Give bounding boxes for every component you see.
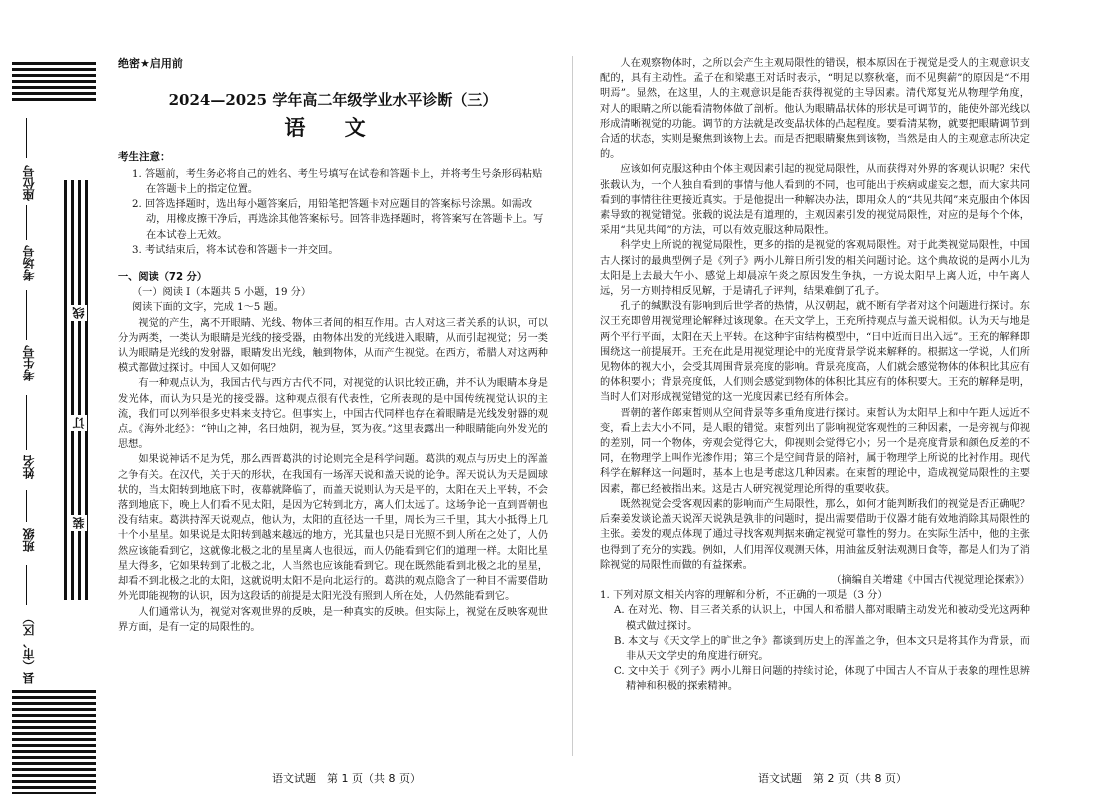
passage-paragraph: 视觉的产生，离不开眼睛、光线、物体三者间的相互作用。古人对这三者关系的认识，可以分为两类，一类认为眼睛是光线的接受器，由物体出发的光线进入眼睛，从而引起视觉；另一类认为眼睛是光线的发射器，眼睛发出光线，触到物体，从而产生视觉。在西方，希腊人对这两种模式都做过探讨。中国人又如何呢？ <box>118 317 548 375</box>
class-label: 班级 <box>22 528 36 552</box>
subject-title: 语 文 <box>284 115 382 141</box>
name-line <box>26 395 27 450</box>
passage-paragraph: 既然视觉会受客观因素的影响而产生局限性，那么，如何才能判断我们的视觉是否正确呢？后秦姜发谈论盖天说浑天说孰是孰非的问题时，提出需要借助于仪器才能有效地消除其局限性的主张。姜发的观点体现了通过寻找客观判据来确定视觉可靠性的努力。在实际生活中，他的主张也得到了充分的实践。例如，人们用浑仪观测天体，用油盆反射法观测日食等，都是人们为了消除视觉的局限性而做的有益探索。 <box>600 498 1030 571</box>
binding-stripe-bottom <box>12 690 96 794</box>
option-c: C. 文中关于《列子》两小儿辩日问题的持续讨论，体现了中国古人不盲从于表象的理性思辨精神和积极的探索精神。 <box>614 666 1030 693</box>
notice-heading: 考生注意： <box>118 150 171 163</box>
notice-item: 1. 答题前，考生务必将自己的姓名、考生号填写在试卷和答题卡上，并将考生号条形码粘贴在答题卡上的指定位置。 <box>132 168 543 196</box>
page-1 <box>118 56 548 635</box>
passage-paragraph: 孔子的缄默没有影响到后世学者的热情，从汉朝起，就不断有学者对这个问题进行探讨。东汉王充即曾用视觉理论解释过该现象。在天文学上，王充所持观点与盖天说相似。认为天与地是两个平行平面，太阳在天上平转。在这种宇宙结构模型中，“日中近而日出入远”。王充的解释即围绕这一前提展开。王充在此是用视觉理论中的光度背景学说来解释的。根据这一学说，人们所见物体的视大小，会受其周围背景亮度的影响。背景亮度高，人们就会感觉物体的体积比其应有的体积要小；背景亮度低，人们则会感觉到物体的体积比其应有的体积要大。王充的解释是明，当时人们对形成视觉错觉的这一光度因素已经有所体会。 <box>600 301 1030 404</box>
source-citation: （摘编自关增建《中国古代视觉理论探索》） <box>831 574 1030 586</box>
confidential-mark: 绝密★启用前 <box>118 57 183 70</box>
notice-item: 2. 回答选择题时，选出每小题答案后，用铅笔把答题卡对应题目的答案标号涂黑。如需改动，用橡皮擦干净后，再选涂其他答案标号。回答非选择题时，将答案写在答题卡上。写在本试卷上无效。 <box>132 199 544 241</box>
student-number-label: 考生号 <box>22 345 36 381</box>
notice-item: 3. 考试结束后，将本试卷和答题卡一并交回。 <box>132 244 339 256</box>
seat-number-label: 座位号 <box>22 165 36 201</box>
staple-mark: 订 <box>72 417 86 429</box>
exam-room-line <box>26 205 27 240</box>
bind-mark: 装 <box>72 517 86 529</box>
passage-paragraph: 人在观察物体时，之所以会产生主观局限性的错误，根本原因在于视觉是受人的主观意识支配的，具有主动性。孟子在和梁惠王对话时表示，“明足以察秋毫，而不见舆薪”的原因是“不用明焉”。显然，在这里，人的主观意识是能否获得视觉的主导因素。清代郑复光从物理学角度，对人的眼睛之所以能看清物体做了剖析。他认为眼睛晶状体的形状是可调节的，能使外部光线以形成清晰视觉的功能。调节的方法就是改变晶状体的凸起程度。要看清某物，就要把眼睛调节到合适的状态，实则是聚焦到该物上去。而是否把眼睛聚焦到该物，当然是由人的主观意志所决定的。 <box>600 58 1030 161</box>
passage-paragraph: 有一种观点认为，我国古代与西方古代不同，对视觉的认识比较正确，并不认为眼睛本身是发光体，而认为只是光的接受器。这种观点很有代表性，它所表现的是中国传统视觉认识的主流，我们可以列举很多史料来支持它。但事实上，中国古代同样也存在着眼睛是光线发射器的观点。《海外北经》：“钟山之神，名曰烛阴，视为昼，冥为夜。”这里表露出一种眼睛能向外发光的思想。 <box>118 378 548 451</box>
passage-paragraph: 如果说神话不足为凭，那么西晋葛洪的讨论则完全是科学问题。葛洪的观点与历史上的浑盖之争有关。在汉代，关于天的形状，在我国有一场浑天说和盖天说的论争。浑天说认为天是圆球状的，当太阳转到地底下时，夜幕就降临了，而盖天说则认为天是平的，太阳在天上平转，不会落到地底下，晚上人们看不见太阳，是因为它转到北方，离人们太远了。这场争论一直到晋朝也没有结束。葛洪持浑天说观点，他认为，太阳的直径达一千里，周长为三千里，其大小抵得上几十个小星星。如果说是太阳转到越来越远的地方，光其量也只是日光照不到人所在之处了，人仍然应该能看到它，这就像北极之北的星星离人也很远，而人仍能看到它们的道理一样。太阳比星星大得多，它如果转到了北极之北，人当然也应该能看到它。现在既然能看到北极之北的星星，却看不到北极之北的太阳，这就说明太阳不是向北运行的。葛洪的观点隐含了一种目不需要借助外光即能视物的认识，因为这段话的前提是太阳光没有照到人所在处，人仍然能看到它。 <box>118 454 548 603</box>
class-line <box>26 490 27 522</box>
county-line <box>26 565 27 605</box>
passage-paragraph: 科学史上所说的视觉局限性，更多的指的是视觉的客观局限性。对于此类视觉局限性，中国古人探讨的最典型例子是《列子》两小儿辩日所引发的相关问题讨论。这个典故说的是两小儿为太阳是上去最大午小、感觉上却晨凉午炎之原因发生争执，一方说太阳早上离人近，中午离人远，另一方则持相反见解，于是请孔子评判，结果难倒了孔子。 <box>600 240 1030 298</box>
page-divider <box>572 56 573 756</box>
exam-title: 2024—2025 学年高二年级学业水平诊断（三） <box>168 91 498 110</box>
option-a: A. 在对光、物、目三者关系的认识上，中国人和希腊人都对眼睛主动发光和被动受光这两种模式做过探讨。 <box>614 605 1030 632</box>
binding-stripe-top <box>12 62 96 102</box>
passage-paragraph: 人们通常认为，视觉对客观世界的反映，是一种真实的反映。但实际上，视觉在反映客观世界方面，是有一定的局限性的。 <box>118 606 548 633</box>
name-label: 姓名 <box>22 455 36 479</box>
county-label: 县（市、区） <box>22 612 36 684</box>
reading-instruction: 阅读下面的文字，完成 1～5 题。 <box>132 302 284 314</box>
section-title: 一、阅读（72 分） <box>118 272 208 284</box>
seat-number-line <box>26 118 27 158</box>
option-b: B. 本文与《天文学上的旷世之争》都谈到历史上的浑盖之争，但本文只是将其作为背景，而非从天文学史的角度进行研究。 <box>614 635 1030 662</box>
page-2 <box>600 56 1030 695</box>
binding-stripe-side <box>64 180 90 600</box>
binding-margin <box>0 0 100 800</box>
subsection-title: （一）阅读 Ⅰ（本题共 5 小题，19 分） <box>132 287 312 299</box>
passage-paragraph: 应该如何克服这种由个体主观因素引起的视觉局限性，从而获得对外界的客观认识呢？宋代张载认为，一个人独自看到的事情与他人看到的不同，也可能出于疾病或虚妄之想，而大家共同看到的事情往往更接近真实。于是他提出一种解决办法，即用众人的“共见共闻”来克服由个体因素导致的视觉错觉。张载的说法是有道理的，主观因素引发的视觉局限性，对应的是每个个体，采用“共见共闻”的方法，可以有效克服这种局限性。 <box>600 164 1030 237</box>
cut-line-mark: 线 <box>72 307 86 319</box>
page-footer-right: 语文试题 第 2 页（共 8 页） <box>758 772 907 785</box>
exam-room-label: 考场号 <box>22 245 36 281</box>
passage-paragraph: 晋朝的著作郎束皙则从空间背景等多重角度进行探讨。束皙认为太阳早上和中午距人远近不变，看上去大小不同，是人眼的错觉。束皙列出了影响视觉客观性的三种因素，一是旁视与仰视的差别，同一个物体，旁观会觉得它大，仰视则会觉得它小；另一个是亮度背景和颜色反差的不同，在物理学上叫作光渗作用；第三个是空间背景的陪衬，属于物理学上所说的比衬作用。现代科学在解释这一问题时，基本上也是考虑这几种因素。在束皙的理论中，造成视觉局限性的主要因素，都已经被指出来。这是古人研究视觉理论所得的重要收获。 <box>600 407 1030 495</box>
page-footer-left: 语文试题 第 1 页（共 8 页） <box>272 772 421 785</box>
student-number-line <box>26 290 27 340</box>
question-stem: 1. 下列对原文相关内容的理解和分析，不正确的一项是（3 分） <box>600 590 888 602</box>
